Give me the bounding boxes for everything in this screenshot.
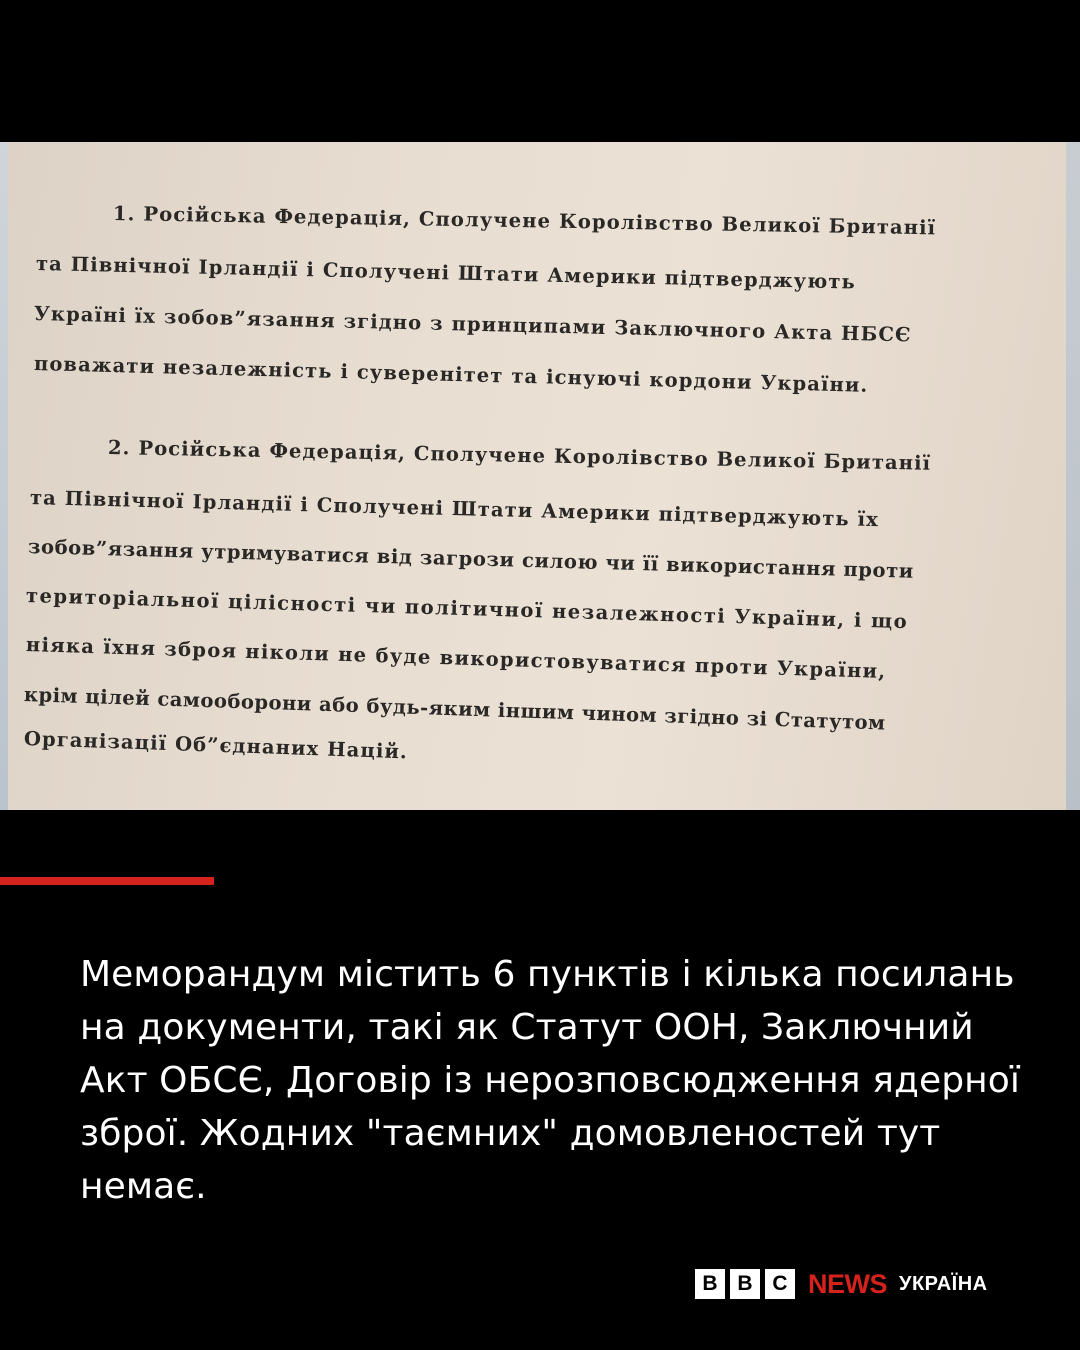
doc-line: крім цілей самооборони або будь-яким іншим чином згідно зі Статутом [23, 683, 886, 735]
doc-line: та Північної Ірландії і Сполучені Штати Америки підтверджують [35, 252, 857, 294]
logo-news: NEWS [808, 1268, 887, 1299]
doc-line: ніяка їхня зброя ніколи не буде використовуватися проти України, [25, 633, 887, 684]
doc-line: 2. Російська Федерація, Сполучене Королівство Великої Британії [107, 436, 932, 475]
logo-letter-b1: B [695, 1269, 725, 1299]
memorandum-text [0, 142, 1080, 810]
accent-bar [0, 877, 214, 885]
caption-text: Меморандум містить 6 пунктів і кілька посилань на документи, такі як Статут ООН, Заключний Акт ОБСЄ, Договір із нерозповсюдження ядерної зброї. Жодних "таємних" домовленостей тут немає. [80, 954, 1021, 1207]
logo-letter-b2: B [730, 1269, 760, 1299]
doc-line: 1. Російська Федерація, Сполучене Королівство Великої Британії [112, 202, 937, 240]
doc-line: територіальної цілісності чи політичної незалежності України, і що [25, 584, 909, 634]
logo-letter-c: C [765, 1269, 795, 1299]
logo-region: УКРАЇНА [899, 1272, 988, 1295]
doc-line: Організації Об”єднаних Націй. [23, 727, 409, 764]
document-photo [0, 142, 1080, 810]
bbc-news-ukraine-logo [695, 1268, 988, 1300]
doc-line: та Північної Ірландії і Сполучені Штати Америки підтверджують їх [29, 486, 880, 532]
doc-line: зобов”язання утримуватися від загрози силою чи її використання проти [27, 535, 915, 583]
doc-line: поважати незалежність і суверенітет та існуючі кордони України. [33, 352, 869, 397]
doc-line: Україні їх зобов”язання згідно з принципами Заключного Акта НБСЄ [33, 302, 912, 347]
